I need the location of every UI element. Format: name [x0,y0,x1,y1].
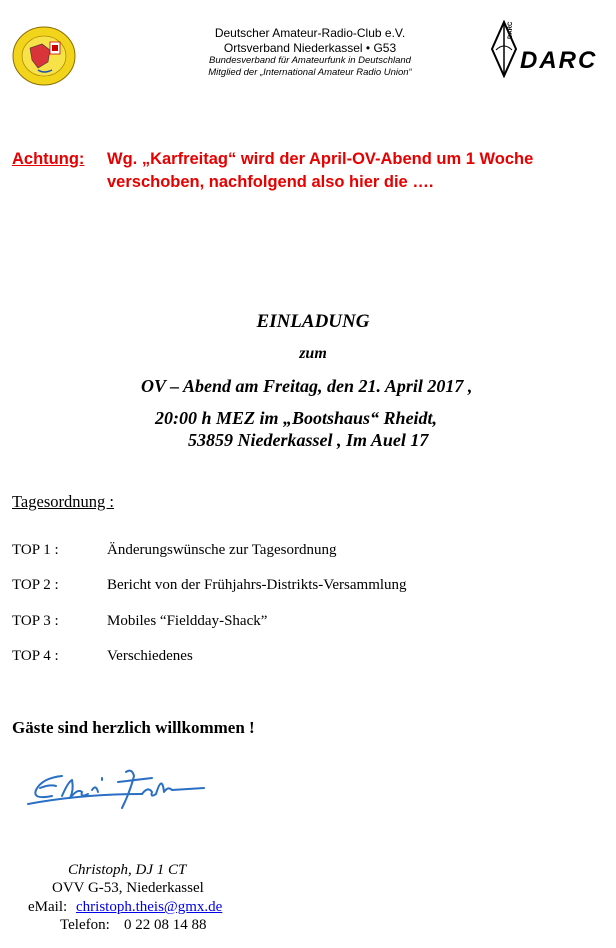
invitation-zum: zum [299,345,327,362]
agenda-item-number: TOP 1 : [12,542,59,558]
darc-logo-text: DARC [520,47,598,74]
club-name: Deutscher Amateur-Radio-Club e.V. [214,26,406,40]
notice-line-2: verschoben, nachfolgend also hier die …. [107,173,434,191]
agenda-title: Tagesordnung : [12,492,114,511]
chapter-logo [12,26,76,86]
invitation-title: EINLADUNG [256,311,370,332]
event-date: OV – Abend am Freitag, den 21. April 2017 , [141,376,473,396]
notice-line-1: Wg. „Karfreitag“ wird der April-OV-Abend um 1 Woche [107,150,534,168]
email-link[interactable]: christoph.theis@gmx.de [76,899,223,915]
agenda-item-number: TOP 2 : [12,577,59,593]
agenda-item-number: TOP 3 : [12,613,59,629]
notice-label: Achtung: [12,150,85,168]
agenda-item-text: Verschiedenes [107,648,193,664]
phone-label: Telefon: [60,917,110,933]
darc-logo [490,20,602,78]
local-chapter: Ortsverband Niederkassel • G53 [223,41,397,55]
membership-text: Mitglied der „International Amateur Radio Union“ [208,67,412,78]
signer-name: Christoph, DJ 1 CT [68,862,187,878]
signer-org: OVV G-53, Niederkassel [52,880,204,896]
darc-emblem-text: DARC [508,21,514,39]
agenda-item-text: Mobiles “Fieldday-Shack” [107,613,268,629]
email-label: eMail: [28,899,68,915]
event-time-place: 20:00 h MEZ im „Bootshaus“ Rheidt, [155,408,438,428]
agenda-item-number: TOP 4 : [12,648,59,664]
event-address: 53859 Niederkassel , Im Auel 17 [188,430,429,450]
agenda-item-text: Änderungswünsche zur Tagesordnung [107,542,337,558]
handwritten-signature [22,764,212,816]
agenda-item-text: Bericht von der Frühjahrs-Distrikts-Versammlung [107,577,407,593]
phone-number: 0 22 08 14 88 [124,917,207,933]
federation-text: Bundesverband für Amateurfunk in Deutschland [209,55,411,66]
welcome-text: Gäste sind herzlich willkommen ! [12,718,255,737]
